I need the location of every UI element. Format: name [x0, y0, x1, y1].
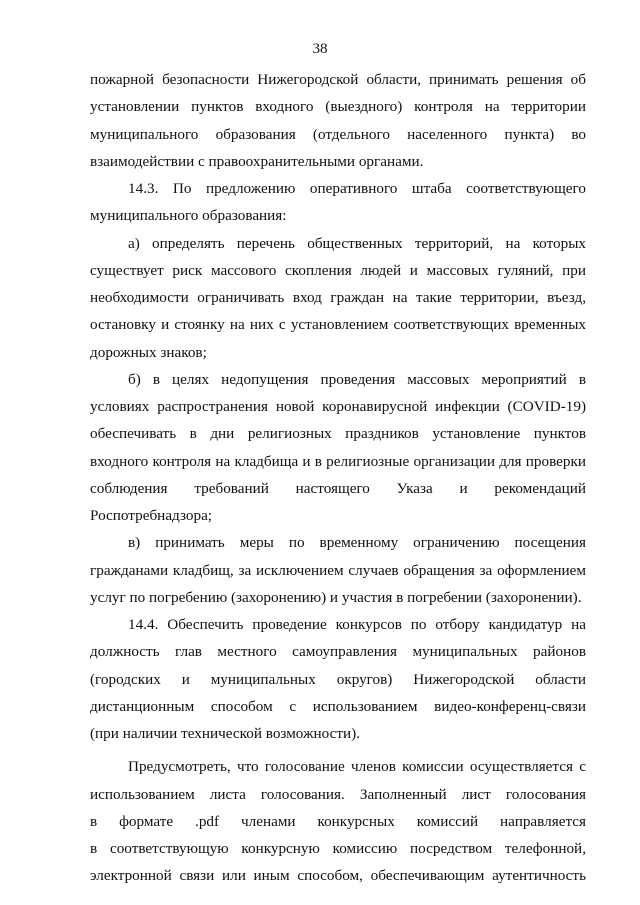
- paragraph-14-3: [90, 175, 586, 230]
- text-line: соблюдения требований настоящего Указа и рекомендаций: [90, 479, 586, 497]
- text-line: необходимости ограничивать вход граждан на такие территории, въезд,: [90, 289, 586, 306]
- text-line: обеспечивать в дни религиозных праздников установление пунктов: [90, 425, 586, 443]
- text-line: (при наличии технической возможности).: [90, 725, 360, 742]
- text-line: гражданами кладбищ, за исключением случаев обращения за оформлением: [90, 561, 586, 579]
- text-line: в формате .pdf членами конкурсных комиссий направляется: [90, 812, 586, 830]
- text-line: в) принимать меры по временному ограничению посещения: [128, 534, 586, 552]
- paragraph-voting: [90, 753, 586, 889]
- paragraph-fire-safety: [90, 66, 586, 175]
- text-line: в соответствующую конкурсную комиссию посредством телефонной,: [90, 840, 586, 857]
- text-line: взаимодействии с правоохранительными органами.: [90, 152, 424, 170]
- paragraph-14-4: [90, 611, 586, 747]
- text-line: дистанционным способом с использованием видео-конференц-связи: [90, 697, 586, 715]
- text-line: электронной связи или иным способом, обеспечивающим аутентичность: [90, 867, 586, 885]
- text-line: 14.3. По предложению оперативного штаба соответствующего: [128, 180, 586, 197]
- text-line: муниципального образования (отдельного населенного пункта) во: [90, 125, 586, 143]
- text-line: использованием листа голосования. Заполненный лист голосования: [90, 785, 586, 803]
- text-line: остановку и стоянку на них с установлением соответствующих временных: [90, 316, 586, 334]
- text-line: 14.4. Обеспечить проведение конкурсов по отбору кандидатур на: [128, 616, 586, 633]
- text-line: пожарной безопасности Нижегородской области, принимать решения об: [90, 71, 586, 88]
- text-line: существует риск массового скопления людей и массовых гуляний, при: [90, 261, 586, 279]
- text-line: а) определять перечень общественных территорий, на которых: [128, 234, 586, 252]
- text-line: должность глав местного самоуправления муниципальных районов: [90, 643, 586, 661]
- text-line: Роспотребнадзора;: [90, 507, 213, 524]
- page-number: 38: [312, 41, 328, 57]
- text-line: условиях распространения новой коронавирусной инфекции (COVID-19): [90, 398, 586, 415]
- text-line: дорожных знаков;: [90, 343, 207, 361]
- text-line: установлении пунктов входного (выездного) контроля на территории: [90, 98, 586, 116]
- text-line: входного контроля на кладбища и в религиозные организации для проверки: [90, 452, 586, 470]
- text-line: (городских и муниципальных округов) Нижегородской области: [90, 670, 586, 688]
- text-line: муниципального образования:: [90, 207, 287, 225]
- document-body: [90, 66, 586, 890]
- paragraph-item-b: [90, 366, 586, 530]
- text-line: услуг по погребению (захоронению) и участия в погребении (захоронении).: [90, 588, 582, 606]
- paragraph-item-v: [90, 529, 586, 611]
- text-line: б) в целях недопущения проведения массовых мероприятий в: [128, 370, 586, 388]
- paragraph-item-a: [90, 230, 586, 366]
- text-line: Предусмотреть, что голосование членов комиссии осуществляется с: [128, 758, 586, 776]
